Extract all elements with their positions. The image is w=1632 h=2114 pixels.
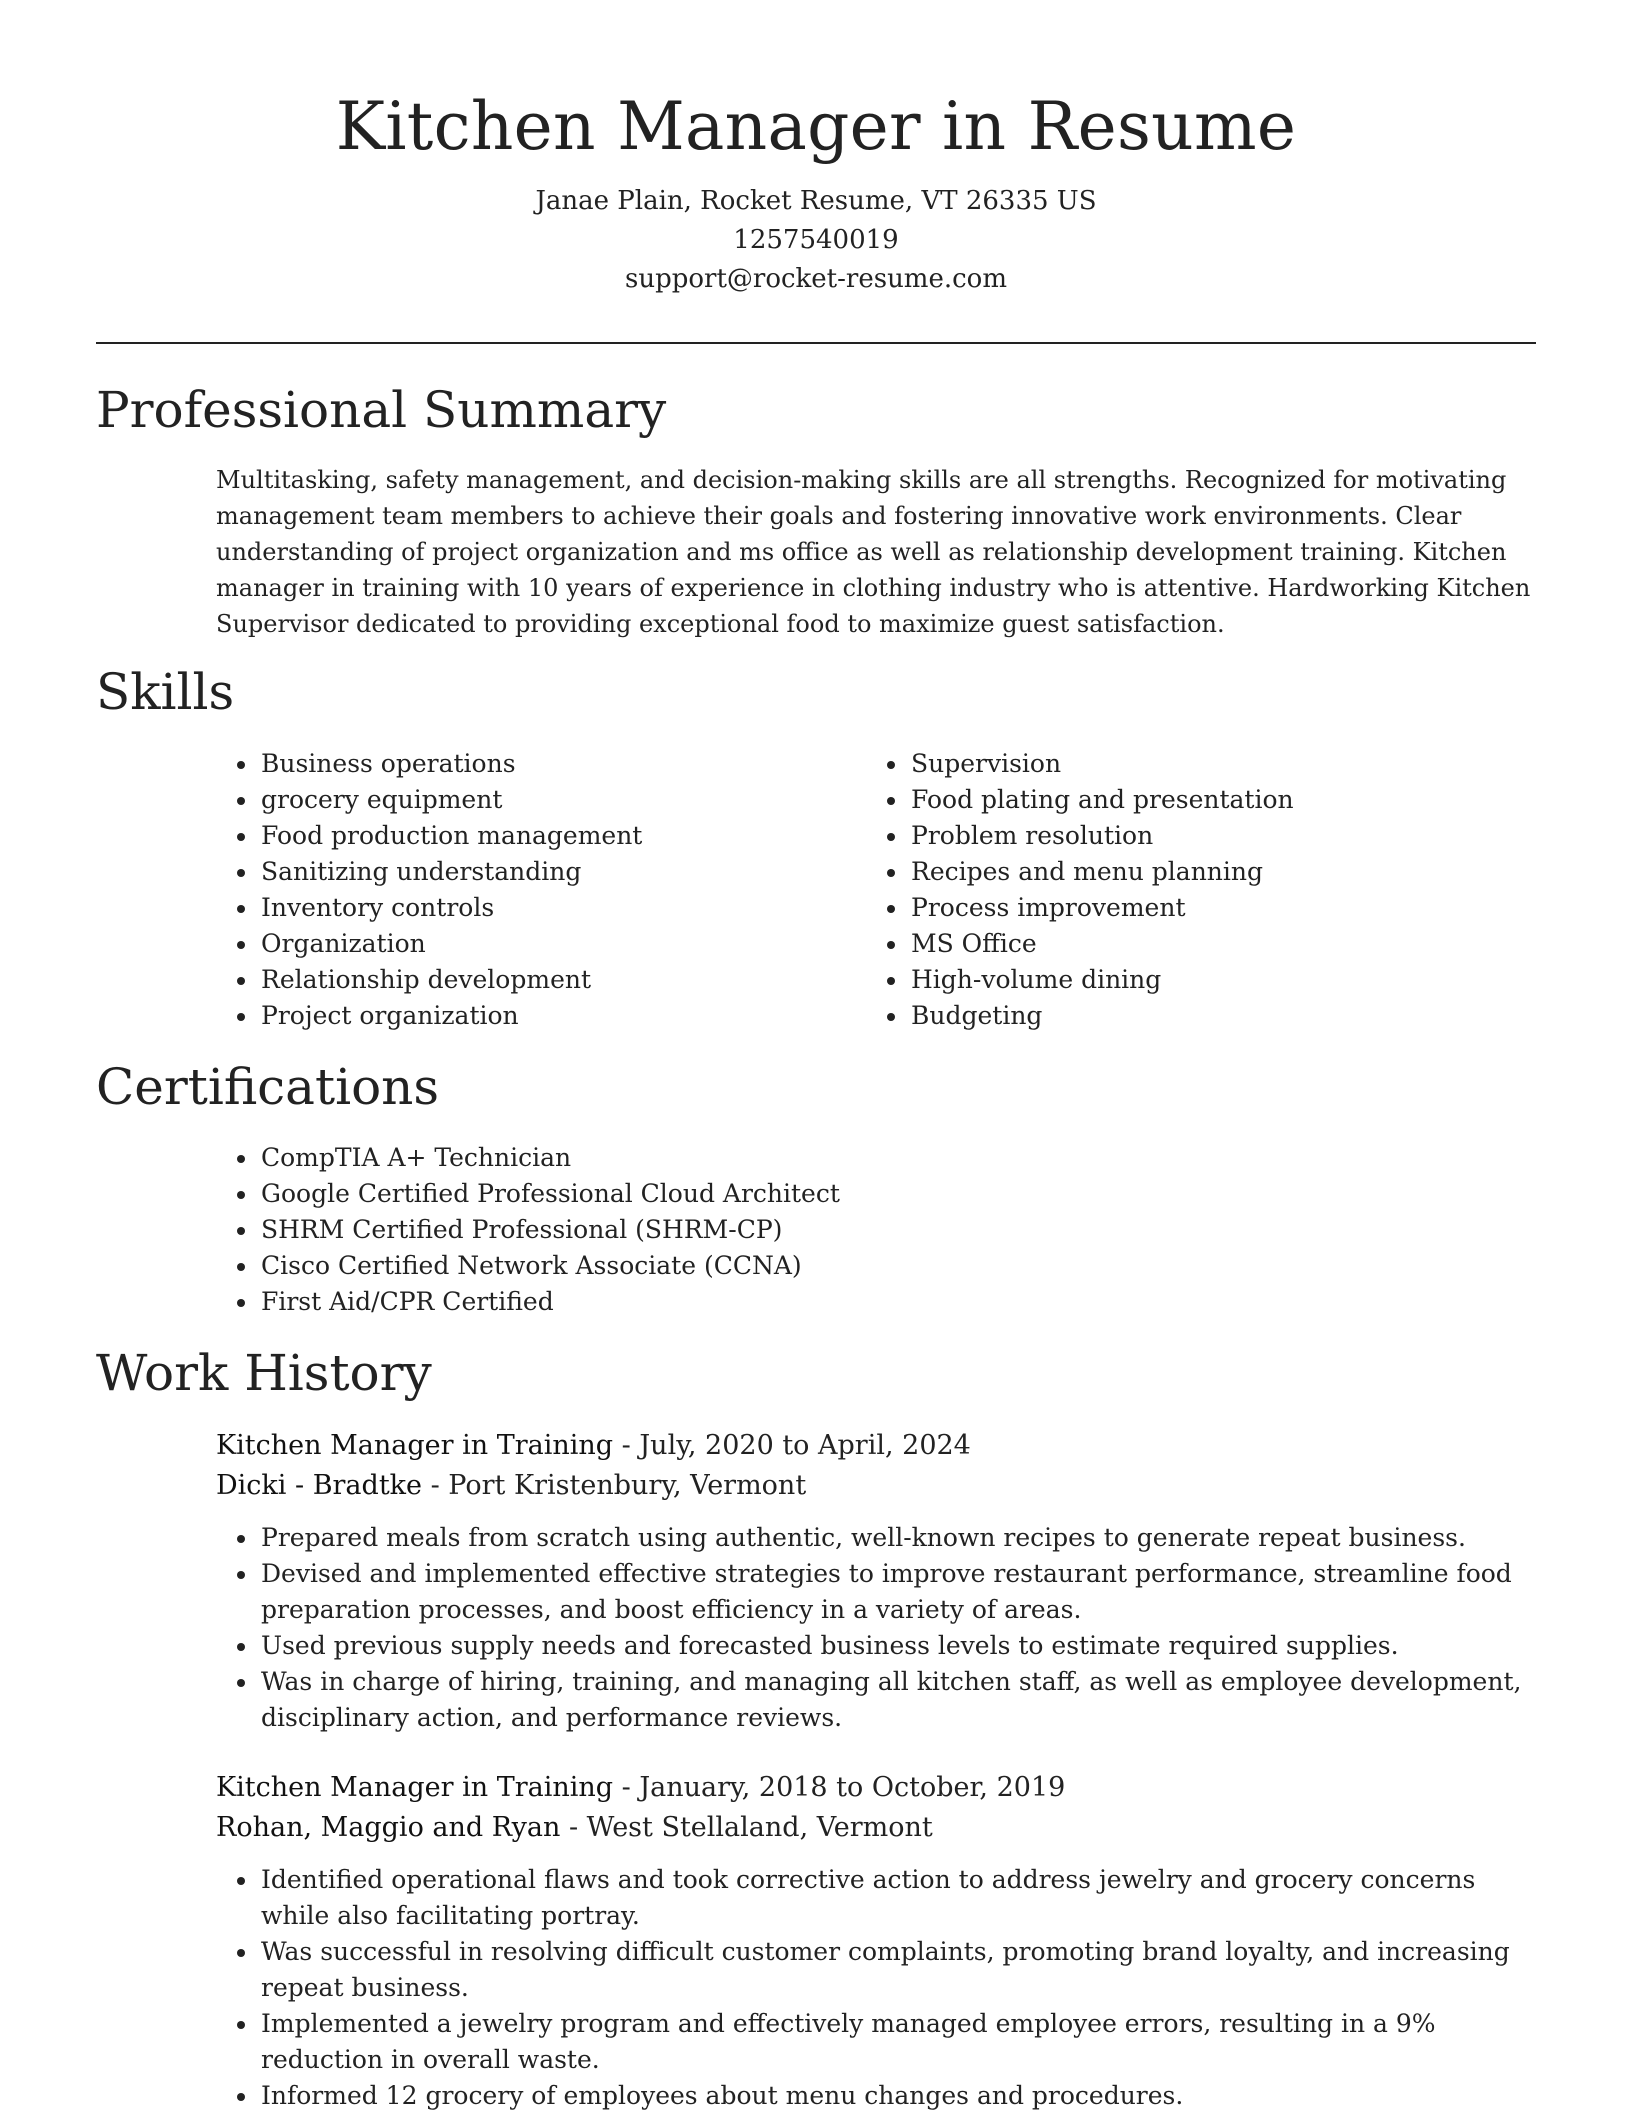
resume-title: Kitchen Manager in Resume <box>335 88 1297 165</box>
skill-item: • Budgeting <box>909 998 1509 1034</box>
skill-item: • Problem resolution <box>909 818 1509 854</box>
skill-item: • Sanitizing understanding <box>259 854 859 890</box>
certification-item: • Cisco Certified Network Associate (CCNA) <box>259 1248 1459 1284</box>
contact-phone: 1257540019 <box>733 225 899 255</box>
job-company: Rohan, Maggio and Ryan <box>216 1812 561 1843</box>
job-bullet: • Prepared meals from scratch using authentic, well-known recipes to generate repeat business. <box>259 1520 1536 1556</box>
skill-item: • MS Office <box>909 926 1509 962</box>
skill-item: • Supervision <box>909 746 1509 782</box>
contact-block <box>0 182 1632 299</box>
skill-item: • Inventory controls <box>259 890 859 926</box>
job-dates: - July, 2020 to April, 2024 <box>613 1430 971 1461</box>
job-location: - Port Kristenbury, Vermont <box>422 1470 807 1501</box>
skill-item: • grocery equipment <box>259 782 859 818</box>
header-divider <box>96 342 1536 344</box>
resume-header <box>0 0 1632 299</box>
job-bullet: • Identified operational flaws and took corrective action to address jewelry and grocery concerns while also facilitating portray. <box>259 1862 1536 1934</box>
skill-item: • Relationship development <box>259 962 859 998</box>
job-bullet: • Used previous supply needs and forecasted business levels to estimate required supplies. <box>259 1628 1536 1664</box>
job-bullet: • Informed 12 grocery of employees about menu changes and procedures. <box>259 2078 1536 2114</box>
job-bullets <box>259 1862 1536 2114</box>
skill-item: • Food production management <box>259 818 859 854</box>
job-bullets <box>259 1520 1536 1736</box>
skills-list-left <box>259 746 859 1034</box>
skills-list-right <box>909 746 1509 1034</box>
certification-item: • SHRM Certified Professional (SHRM-CP) <box>259 1212 1459 1248</box>
section-title-summary: Professional Summary <box>96 381 667 439</box>
certification-item: • First Aid/CPR Certified <box>259 1284 1459 1320</box>
skill-item: • Project organization <box>259 998 859 1034</box>
job-location: - West Stellaland, Vermont <box>560 1812 933 1843</box>
job-bullet: • Was successful in resolving difficult customer complaints, promoting brand loyalty, and increasing repeat business. <box>259 1934 1536 2006</box>
certifications-list <box>259 1140 1459 1320</box>
section-title-work-history: Work History <box>96 1344 432 1402</box>
contact-address: Janae Plain, Rocket Resume, VT 26335 US <box>535 186 1097 216</box>
job-company-line <box>216 1808 1536 1848</box>
skill-item: • Recipes and menu planning <box>909 854 1509 890</box>
job-entry <box>216 1768 1536 2114</box>
job-company-line <box>216 1466 1536 1506</box>
job-bullet: • Was in charge of hiring, training, and managing all kitchen staff, as well as employee development, disciplinary action, and performance reviews. <box>259 1664 1536 1736</box>
job-dates: - January, 2018 to October, 2019 <box>613 1772 1066 1803</box>
contact-email: support@rocket-resume.com <box>624 264 1007 294</box>
job-title-line <box>216 1426 1536 1466</box>
job-bullet: • Devised and implemented effective strategies to improve restaurant performance, streamline food preparation processes, and boost efficiency in a variety of areas. <box>259 1556 1536 1628</box>
job-bullet: • Implemented a jewelry program and effectively managed employee errors, resulting in a 9% reduction in overall waste. <box>259 2006 1536 2078</box>
skill-item: • Organization <box>259 926 859 962</box>
skill-item: • High-volume dining <box>909 962 1509 998</box>
job-entry <box>216 1426 1536 1736</box>
skill-item: • Process improvement <box>909 890 1509 926</box>
section-title-certifications: Certifications <box>96 1058 440 1116</box>
skill-item: • Food plating and presentation <box>909 782 1509 818</box>
certification-item: • CompTIA A+ Technician <box>259 1140 1459 1176</box>
certification-item: • Google Certified Professional Cloud Architect <box>259 1176 1459 1212</box>
summary-text: Multitasking, safety management, and decision-making skills are all strengths. Recognized for motivating management team members to achieve their goals and fostering innovative work environments. Clear understanding of project organization and ms office as well as relationship development training. Kitchen manager in training with 10 years of experience in clothing industry who is attentive. Hardworking Kitchen Supervisor dedicated to providing exceptional food to maximize guest satisfaction. <box>216 466 1531 638</box>
job-role: Kitchen Manager in Training <box>216 1772 614 1803</box>
job-role: Kitchen Manager in Training <box>216 1430 614 1461</box>
job-company: Dicki - Bradtke <box>216 1470 423 1501</box>
section-title-skills: Skills <box>96 663 235 721</box>
skill-item: • Business operations <box>259 746 859 782</box>
job-title-line <box>216 1768 1536 1808</box>
